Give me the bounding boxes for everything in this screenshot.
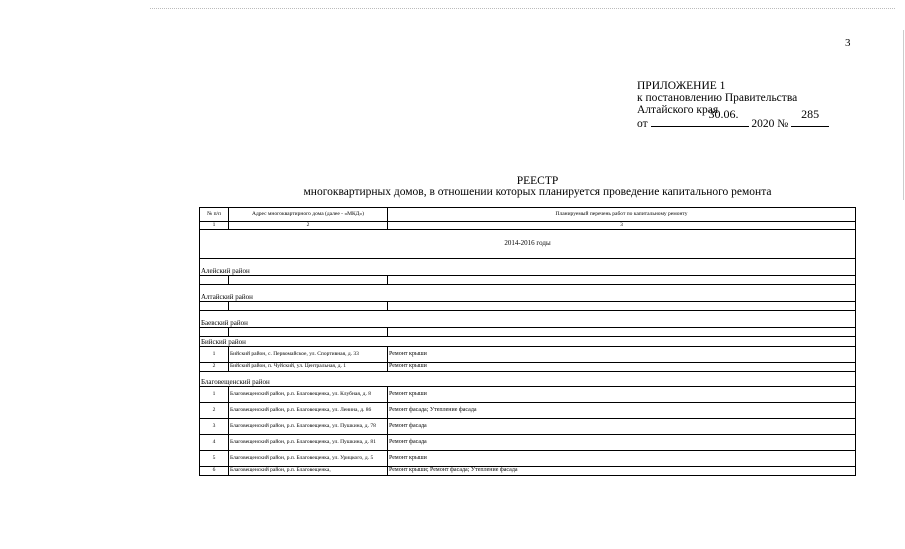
period-label: 2014-2016 годы: [200, 229, 856, 258]
from-label: от: [637, 118, 648, 130]
title-main: РЕЕСТР: [516, 175, 559, 187]
district-row: [200, 258, 856, 275]
table-row: [200, 450, 856, 466]
header-num: № п/п: [200, 208, 229, 222]
row-num: 6: [200, 466, 229, 475]
row-num: 4: [200, 434, 229, 450]
district-baevsky: Баевский район: [200, 310, 856, 327]
period-row: [200, 229, 856, 258]
row-num: 1: [200, 346, 229, 362]
district-row: [200, 336, 856, 346]
row-works: Ремонт фасада: [388, 418, 856, 434]
row-works: Ремонт крыши; Ремонт фасада; Утепление фасада: [388, 466, 856, 475]
row-num: 3: [200, 418, 229, 434]
row-address: Благовещенский район, р.п. Благовещенка,: [229, 466, 388, 475]
row-address: Благовещенский район, р.п. Благовещенка, ул. Ленина, д. 86: [229, 402, 388, 418]
district-row: [200, 284, 856, 301]
page-edge: [903, 30, 904, 200]
row-num: 1: [200, 386, 229, 402]
table-header-row: [200, 208, 856, 222]
row-works: Ремонт крыши: [388, 362, 856, 371]
row-num: 5: [200, 450, 229, 466]
district-row: [200, 371, 856, 386]
row-num: 2: [200, 402, 229, 418]
header-works: Планируемый перечень работ по капитальному ремонту: [388, 208, 856, 222]
table-row: [200, 402, 856, 418]
table-row: [200, 362, 856, 371]
appendix-region: Алтайского края: [637, 104, 719, 116]
index-3: 3: [388, 222, 856, 230]
table-index-row: [200, 222, 856, 230]
empty-row: [200, 301, 856, 310]
number-value: 285: [801, 107, 820, 121]
district-blagoveshchensky: Благовещенский район: [200, 371, 856, 386]
district-altaysky: Алтайский район: [200, 284, 856, 301]
table-row: [200, 346, 856, 362]
row-works: Ремонт крыши: [388, 450, 856, 466]
index-1: 1: [200, 222, 229, 230]
document-title: [0, 176, 905, 198]
row-address: Бийский район, с. Первомайское, ул. Спортивная, д. 33: [229, 346, 388, 362]
table-row: [200, 386, 856, 402]
row-address: Благовещенский район, р.п. Благовещенка, ул. Пушкина, д. 81: [229, 434, 388, 450]
title-subtitle: многоквартирных домов, в отношении которых планируется проведение капитального ремонта: [303, 186, 772, 198]
number-label: №: [777, 118, 789, 130]
table-row: [200, 466, 856, 475]
register-table: [199, 207, 855, 476]
empty-row: [200, 327, 856, 336]
header-address: Адрес многоквартирного дома (далее - «МКД»): [229, 208, 388, 222]
row-address: Благовещенский район, р.п. Благовещенка, ул. Клубная, д. 8: [229, 386, 388, 402]
row-address: Благовещенский район, р.п. Благовещенка, ул. Урицкого, д. 5: [229, 450, 388, 466]
row-works: Ремонт фасада: [388, 434, 856, 450]
appendix-title: ПРИЛОЖЕНИЕ 1: [637, 80, 726, 92]
row-num: 2: [200, 362, 229, 371]
appendix-resolution: к постановлению Правительства: [637, 92, 798, 104]
district-biysky: Бийский район: [200, 336, 856, 346]
index-2: 2: [229, 222, 388, 230]
district-aleysky: Алейский район: [200, 258, 856, 275]
district-row: [200, 310, 856, 327]
row-works: Ремонт фасада; Утепление фасада: [388, 402, 856, 418]
table-row: [200, 418, 856, 434]
empty-row: [200, 275, 856, 284]
date-value: 30.06.: [708, 107, 739, 121]
scan-artifact-line: [150, 8, 895, 9]
page-number: 3: [845, 37, 851, 49]
row-address: Благовещенский район, р.п. Благовещенка, ул. Пушкина, д. 78: [229, 418, 388, 434]
year: 2020: [751, 118, 775, 130]
number-field: [791, 107, 829, 127]
appendix-block: [637, 80, 829, 130]
table-row: [200, 434, 856, 450]
row-address: Бийский район, п. Чуйский, ул. Центральная, д. 1: [229, 362, 388, 371]
row-works: Ремонт крыши: [388, 346, 856, 362]
row-works: Ремонт крыши: [388, 386, 856, 402]
